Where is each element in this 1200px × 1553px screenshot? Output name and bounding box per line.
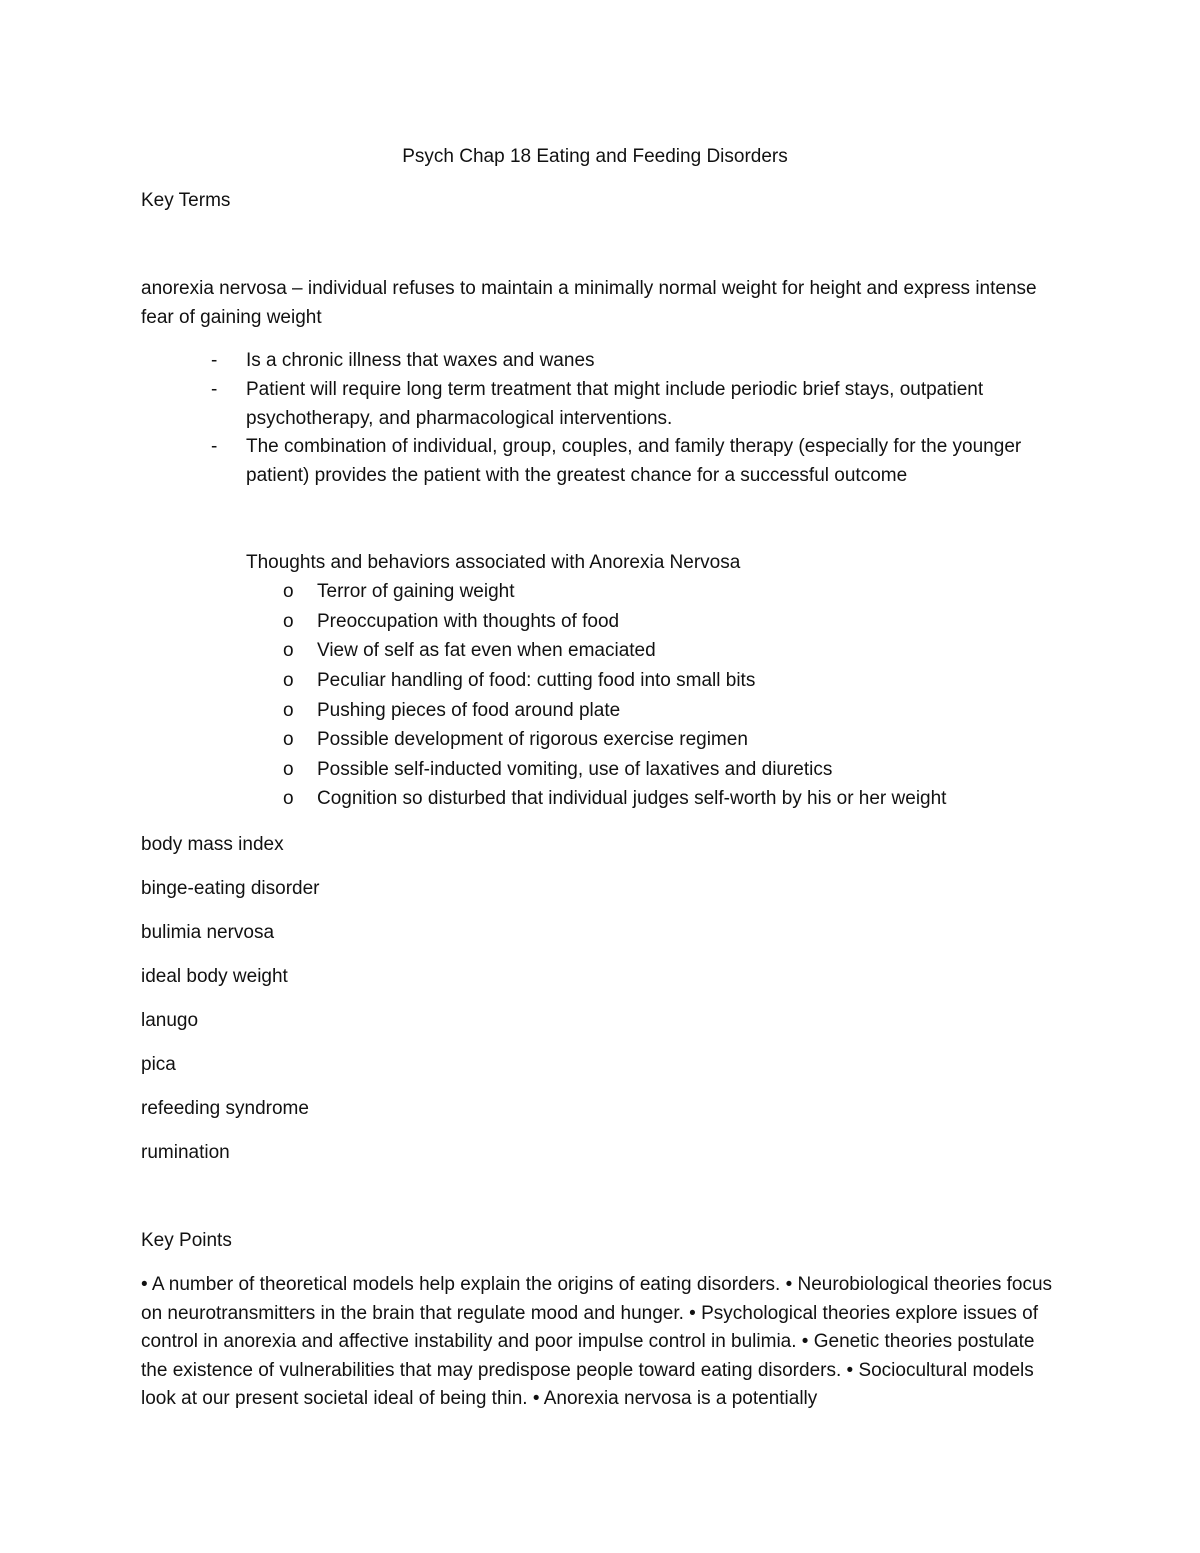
circle-bullet: o (283, 700, 294, 721)
thoughts-item (283, 755, 832, 784)
thoughts-item (283, 666, 755, 695)
anorexia-point (211, 432, 1071, 490)
thoughts-item-text: View of self as fat even when emaciated (317, 640, 656, 661)
key-points-paragraph: • A number of theoretical models help explain the origins of eating disorders. • Neurobiological theories focus on neurotransmitters in the brain that regulate mood and hunger. • Psychological theories explore issues of control in anorexia and affective instability and poor impulse control in bulimia. • Genetic theories postulate the existence of vulnerabilities that may predispose people toward eating disorders. • Sociocultural models look at our present societal ideal of being thin. • Anorexia nervosa is a potentially (141, 1274, 1053, 1410)
thoughts-item (283, 577, 515, 606)
key-term: rumination (141, 1142, 230, 1163)
thoughts-heading: Thoughts and behaviors associated with Anorexia Nervosa (246, 552, 741, 573)
circle-bullet: o (283, 729, 294, 750)
anorexia-definition: anorexia nervosa – individual refuses to maintain a minimally normal weight for height and express intense fear of gaining weight (141, 278, 1037, 328)
thoughts-item (283, 725, 748, 754)
thoughts-item-text: Terror of gaining weight (317, 581, 515, 602)
thoughts-item-text: Peculiar handling of food: cutting food into small bits (317, 670, 756, 691)
circle-bullet: o (283, 788, 294, 809)
circle-bullet: o (283, 581, 294, 602)
thoughts-item-text: Pushing pieces of food around plate (317, 700, 621, 721)
key-terms-heading: Key Terms (141, 190, 231, 211)
page-title: Psych Chap 18 Eating and Feeding Disorders (402, 146, 788, 167)
key-term: refeeding syndrome (141, 1098, 309, 1119)
dash-bullet: - (211, 436, 218, 457)
circle-bullet: o (283, 640, 294, 661)
thoughts-item-text: Preoccupation with thoughts of food (317, 611, 620, 632)
thoughts-item (283, 636, 656, 665)
dash-bullet: - (211, 379, 218, 400)
anorexia-point-text: The combination of individual, group, couples, and family therapy (especially for the younger patient) provides the patient with the greatest chance for a successful outcome (246, 436, 1022, 486)
thoughts-item (283, 607, 619, 636)
thoughts-item-text: Possible self-inducted vomiting, use of laxatives and diuretics (317, 759, 833, 780)
circle-bullet: o (283, 611, 294, 632)
circle-bullet: o (283, 759, 294, 780)
dash-bullet: - (211, 350, 218, 371)
key-term: lanugo (141, 1010, 199, 1031)
key-term: bulimia nervosa (141, 922, 275, 943)
key-term: ideal body weight (141, 966, 288, 987)
anorexia-point-text: Is a chronic illness that waxes and wanes (246, 350, 595, 371)
circle-bullet: o (283, 670, 294, 691)
key-term: body mass index (141, 834, 284, 855)
anorexia-point (211, 375, 1071, 433)
anorexia-point-text: Patient will require long term treatment that might include periodic brief stays, outpatient psychotherapy, and pharmacological interventions. (246, 379, 984, 429)
thoughts-item (283, 784, 946, 813)
key-term: binge-eating disorder (141, 878, 320, 899)
thoughts-item-text: Cognition so disturbed that individual judges self-worth by his or her weight (317, 788, 947, 809)
thoughts-item-text: Possible development of rigorous exercise regimen (317, 729, 748, 750)
key-points-heading: Key Points (141, 1230, 232, 1251)
key-term: pica (141, 1054, 176, 1075)
thoughts-item (283, 696, 620, 725)
anorexia-point (211, 346, 1071, 375)
